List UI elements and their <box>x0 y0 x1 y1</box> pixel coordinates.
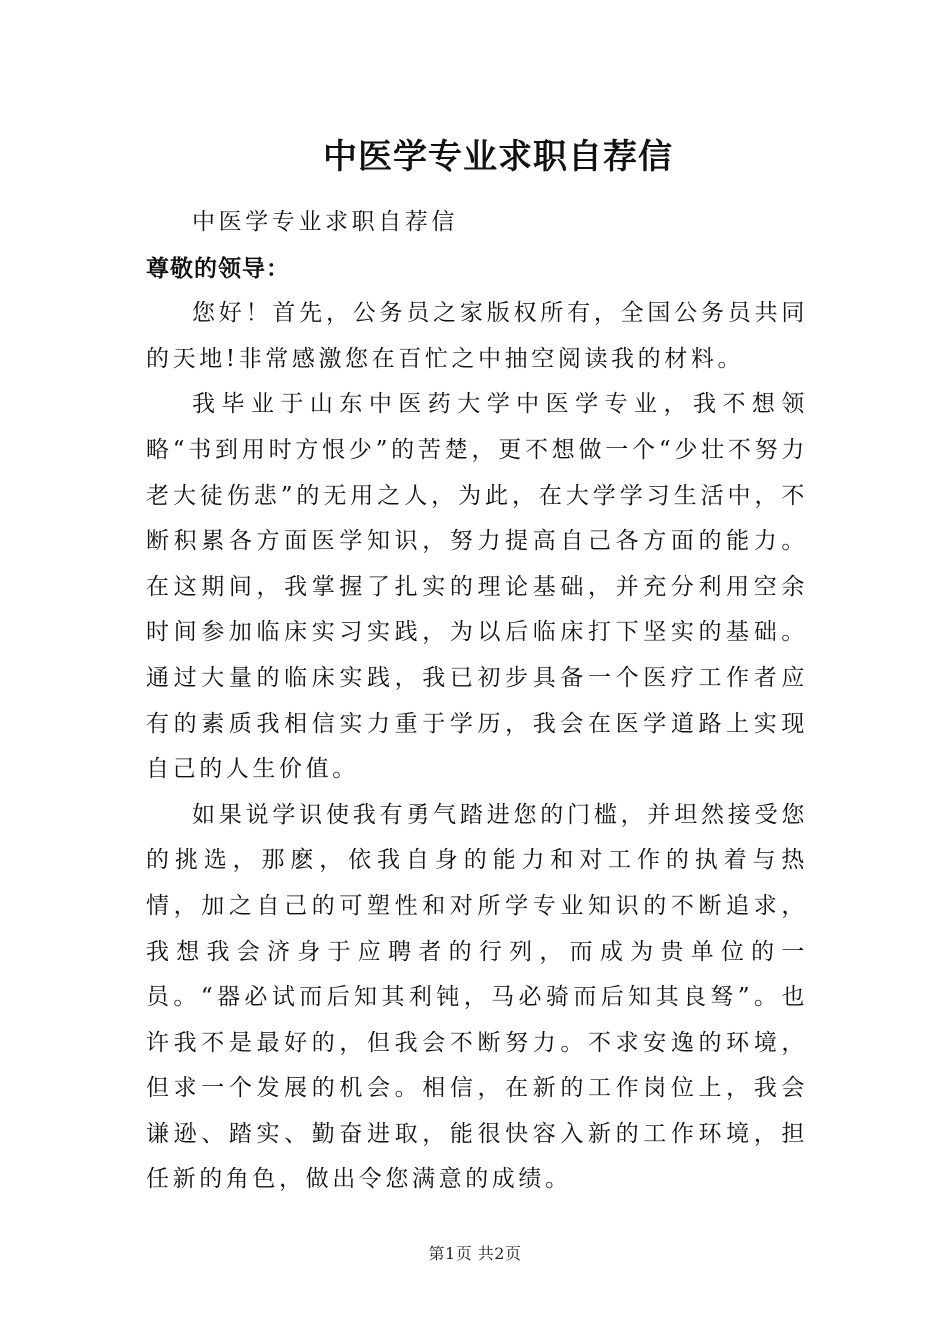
letter-body <box>146 200 808 1203</box>
paragraph-commitment: 如果说学识使我有勇气踏进您的门槛，并坦然接受您的挑选，那麽，依我自身的能力和对工作的执着与热情，加之自己的可塑性和对所学专业知识的不断追求，我想我会济身于应聘者的行列，而成为贵单位的一员。“器必试而后知其利钝，马必骑而后知其良驽”。也许我不是最好的，但我会不断努力。不求安逸的环境，但求一个发展的机会。相信，在新的工作岗位上，我会谦逊、踏实、勤奋进取，能很快容入新的工作环境，担任新的角色，做出令您满意的成绩。 <box>146 801 808 1193</box>
paragraph-greeting: 您好！首先，公务员之家版权所有，全国公务员共同的天地!非常感激您在百忙之中抽空阅读我的材料。 <box>146 300 808 372</box>
paragraph-background: 我毕业于山东中医药大学中医学专业，我不想领略“书到用时方恨少”的苦楚，更不想做一个“少壮不努力老大徒伤悲”的无用之人，为此，在大学学习生活中，不断积累各方面医学知识，努力提高自己各方面的能力。在这期间，我掌握了扎实的理论基础，并充分利用空余时间参加临床实习实践，为以后临床打下坚实的基础。通过大量的临床实践，我已初步具备一个医疗工作者应有的素质我相信实力重于学历，我会在医学道路上实现自己的人生价值。 <box>146 391 808 783</box>
document-title: 中医学专业求职自荐信 <box>323 137 673 177</box>
subtitle-line: 中医学专业求职自荐信 <box>192 209 458 235</box>
salutation: 尊敬的领导： <box>146 254 290 282</box>
page-footer: 第1页 共2页 <box>428 1244 522 1263</box>
